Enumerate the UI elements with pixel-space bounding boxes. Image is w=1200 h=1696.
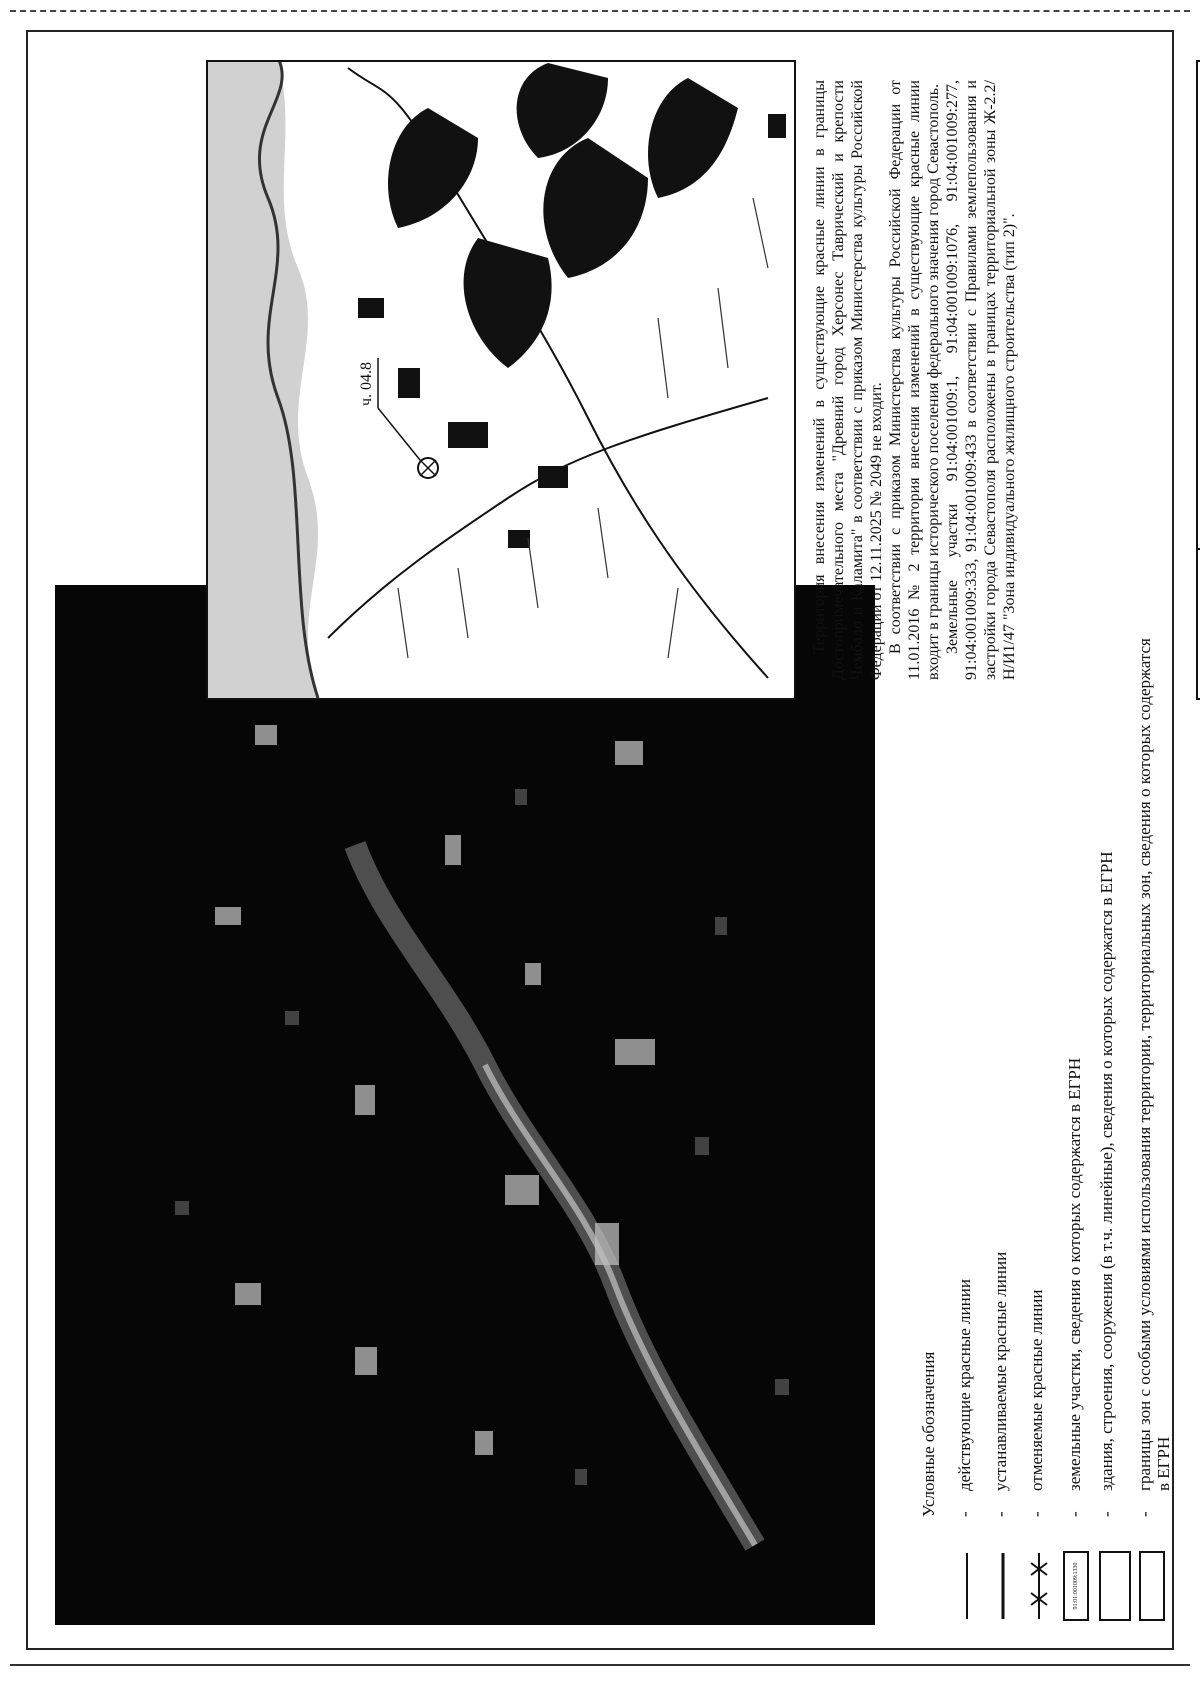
description-paragraph: Территория внесения изменений в существующие красные линии в границы Достопримечательного места "Древний город Херсонес Таврический и крепости Чембало и Каламита" в соответствии с приказом Министерства культуры Российской Федерации от 12.11.2025 № 2049 не входит.	[811, 80, 885, 680]
title-block	[1196, 60, 1200, 700]
sheet-top-edge	[10, 10, 1190, 12]
legend-label: земельные участки, сведения о которых содержатся в ЕГРН	[1065, 1057, 1084, 1491]
right-column	[206, 60, 1046, 700]
satellite-image	[55, 585, 875, 1625]
location-map	[206, 60, 796, 700]
description-paragraph: Земельные участки 91:04:001009:1, 91:04:001009:1076, 91:04:001009:277, 91:04:001009:333, 91:04:001009:433 в соответствии с Правилами землепользования и застройки города Севастополя расположены в границах территориальной зоны Ж-2.2/Н/И1/47 "Зона индивидуального жилищного строительства (тип 2)".	[944, 80, 1018, 680]
legend-row-parcel: 91:01:001009:1330 - земельные участки, сведения о которых содержатся в ЕГРН	[1059, 591, 1095, 1621]
zone-boundary-symbol	[1139, 1551, 1165, 1621]
description-paragraph: В соответствии с приказом Министерства культуры Российской Федерации от 11.01.2016 № 2 территория внесения изменений в существующие красные линии входит в границы исторического поселения федерального значения город Севастополь.	[887, 80, 942, 680]
map-legend	[891, 591, 1173, 1621]
legend-row-cancelled: - отменяемые красные линии	[1021, 591, 1057, 1621]
legend-title: Условные обозначения	[919, 1351, 938, 1517]
legend-row-existing: - действующие красные линии	[949, 591, 985, 1621]
drawing-sheet	[31, 35, 1173, 1645]
legend-label: отменяемые красные линии	[1027, 1289, 1046, 1491]
legend-label: устанавливаемые красные линии	[991, 1251, 1010, 1491]
existing-red-line-symbol	[949, 1551, 985, 1621]
building-symbol	[1099, 1551, 1131, 1621]
sheet-bottom-edge	[10, 1664, 1190, 1666]
new-red-line-symbol	[985, 1551, 1021, 1621]
legend-label: действующие красные линии	[955, 1279, 974, 1491]
legend-row-new: - устанавливаемые красные линии	[985, 591, 1021, 1621]
cancelled-red-line-symbol	[1021, 1551, 1057, 1621]
legend-row-zone: - границы зон с особыми условиями использования территории, территориальных зон, сведения о которых содержатся в ЕГРН	[1129, 591, 1165, 1621]
description-text	[810, 80, 1019, 680]
location-label: ч. 04.8	[358, 361, 375, 406]
legend-label: здания, строения, сооружения (в т.ч. линейные), сведения о которых содержатся в ЕГРН	[1097, 851, 1116, 1491]
legend-label: границы зон с особыми условиями использования территории, территориальных зон, сведения о которых содержатся в ЕГРН	[1135, 638, 1173, 1491]
parcel-symbol: 91:01:001009:1330	[1063, 1551, 1089, 1621]
satellite-texture	[55, 585, 875, 1625]
legend-row-building: - здания, строения, сооружения (в т.ч. линейные), сведения о которых содержатся в ЕГРН	[1095, 591, 1137, 1621]
location-map-drawing	[208, 60, 796, 698]
